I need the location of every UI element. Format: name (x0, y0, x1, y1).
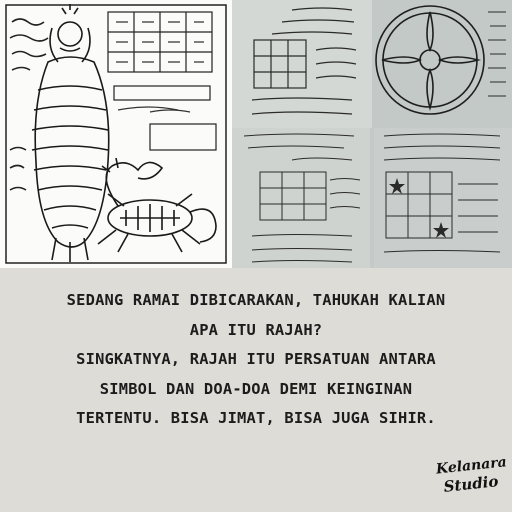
circular-talisman-drawing (232, 0, 512, 128)
caption-line: APA ITU RAJAH? (189, 320, 323, 339)
brand-logo (435, 454, 508, 502)
brand-subname: Studio (442, 472, 500, 496)
manuscript-photo-top-right (232, 0, 512, 128)
manuscript-photo-left (0, 0, 232, 268)
caption-line: SINGKATNYA, RAJAH ITU PERSATUAN ANTARA (76, 350, 436, 368)
caption-line: SIMBOL DAN DOA-DOA DEMI KEINGINAN (99, 379, 413, 398)
figure-scorpion-drawing (0, 0, 232, 268)
caption-line: SEDANG RAMAI DIBICARAKAN, TAHUKAH KALIAN (66, 291, 446, 309)
manuscript-photo-bottom-right (232, 128, 512, 268)
brand-name: Kelanara (435, 454, 508, 478)
magic-square-grids-drawing (232, 128, 512, 268)
caption-line: TERTENTU. BISA JIMAT, BISA JUGA SIHIR. (76, 409, 436, 427)
caption-text-block (10, 286, 502, 434)
